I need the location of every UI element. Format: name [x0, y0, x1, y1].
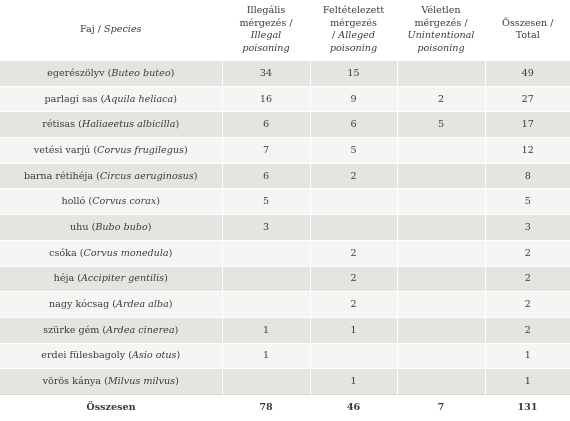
illegal-cell: 34 — [222, 61, 310, 87]
species-latin-name: Haliaeetus albicilla — [81, 119, 176, 131]
table-row — [0, 343, 570, 369]
total-cell: 12 — [485, 138, 570, 164]
table-row — [0, 86, 570, 112]
alleged-cell — [310, 189, 397, 215]
species-latin-name: Corvus frugilegus — [97, 144, 184, 156]
species-cell: szürke gém (Ardea cinerea) — [0, 317, 222, 343]
unintentional-cell — [397, 189, 485, 215]
total-cell: 2 — [485, 240, 570, 266]
species-cell: uhu (Bubo bubo) — [0, 215, 222, 241]
alleged-cell: 9 — [310, 86, 397, 112]
illegal-cell — [222, 369, 310, 395]
species-latin-name: Corvus monedula — [83, 247, 169, 259]
table-row — [0, 215, 570, 241]
species-hungarian-name: vetési varjú — [33, 144, 91, 156]
table-row — [0, 292, 570, 318]
species-cell: parlagi sas (Aquila heliaca) — [0, 86, 222, 112]
unintentional-cell — [397, 343, 485, 369]
total-cell: 5 — [485, 189, 570, 215]
species-cell: egerészölyv (Buteo buteo) — [0, 61, 222, 87]
total-cell: 2 — [485, 317, 570, 343]
alleged-cell — [310, 215, 397, 241]
illegal-cell: 3 — [222, 215, 310, 241]
species-cell: rétisas (Haliaeetus albicilla) — [0, 112, 222, 138]
table-row — [0, 317, 570, 343]
species-cell: erdei fülesbagoly (Asio otus) — [0, 343, 222, 369]
species-hungarian-name: holló — [61, 196, 86, 208]
species-latin-name: Buteo buteo — [111, 67, 171, 79]
illegal-cell: 7 — [222, 138, 310, 164]
alleged-cell: 2 — [310, 240, 397, 266]
header-total: Összesen / Total — [501, 17, 554, 41]
total-cell: 3 — [485, 215, 570, 241]
illegal-cell: 1 — [222, 343, 310, 369]
species-cell: vetési varjú (Corvus frugilegus) — [0, 138, 222, 164]
total-unintentional: 7 — [397, 394, 485, 421]
table-row — [0, 369, 570, 395]
illegal-cell: 6 — [222, 163, 310, 189]
species-latin-name: Ardea alba — [116, 299, 169, 311]
illegal-cell — [222, 292, 310, 318]
species-cell: csóka (Corvus monedula) — [0, 240, 222, 266]
total-sum: 131 — [485, 394, 570, 421]
unintentional-cell — [397, 317, 485, 343]
illegal-cell: 6 — [222, 112, 310, 138]
unintentional-cell: 2 — [397, 86, 485, 112]
alleged-cell: 6 — [310, 112, 397, 138]
unintentional-cell — [397, 138, 485, 164]
species-cell: holló (Corvus corax) — [0, 189, 222, 215]
table-row — [0, 266, 570, 292]
total-alleged: 46 — [310, 394, 397, 421]
species-hungarian-name: csóka — [49, 247, 77, 259]
species-latin-name: Milvus milvus — [107, 376, 176, 388]
table-row — [0, 112, 570, 138]
illegal-cell — [222, 240, 310, 266]
species-hungarian-name: nagy kócsag — [48, 299, 110, 311]
table-row — [0, 61, 570, 87]
species-latin-name: Aquila heliaca — [104, 93, 174, 105]
unintentional-cell — [397, 266, 485, 292]
illegal-cell — [222, 266, 310, 292]
species-hungarian-name: héja — [53, 273, 75, 285]
species-hungarian-name: szürke gém — [43, 324, 100, 336]
total-cell: 1 — [485, 343, 570, 369]
total-illegal: 78 — [222, 394, 310, 421]
header-unintentional: Véletlen mérgezés / Unintentional poisoning — [397, 0, 485, 61]
species-latin-name: Accipiter gentilis — [81, 273, 165, 285]
total-cell: 2 — [485, 266, 570, 292]
unintentional-cell — [397, 292, 485, 318]
total-cell: 17 — [485, 112, 570, 138]
species-hungarian-name: barna rétihéja — [23, 170, 94, 182]
total-cell: 27 — [485, 86, 570, 112]
species-hungarian-name: vörös kánya — [42, 376, 102, 388]
header-species: Faj / Species — [0, 0, 222, 61]
species-cell: héja (Accipiter gentilis) — [0, 266, 222, 292]
unintentional-cell — [397, 215, 485, 241]
header-row — [0, 0, 570, 61]
species-latin-name: Asio otus — [131, 350, 177, 362]
table-row — [0, 240, 570, 266]
species-hungarian-name: erdei fülesbagoly — [41, 350, 126, 362]
species-hungarian-name: uhu — [69, 221, 89, 233]
alleged-cell: 1 — [310, 369, 397, 395]
illegal-cell: 16 — [222, 86, 310, 112]
header-illegal: Illegális mérgezés / Illegal poisoning — [222, 0, 310, 61]
species-latin-name: Ardea cinerea — [106, 324, 175, 336]
total-cell: 2 — [485, 292, 570, 318]
species-latin-name: Corvus corax — [92, 196, 157, 208]
unintentional-cell — [397, 61, 485, 87]
alleged-cell: 1 — [310, 317, 397, 343]
species-latin-name: Circus aeruginosus — [99, 170, 194, 182]
illegal-cell: 1 — [222, 317, 310, 343]
alleged-cell — [310, 343, 397, 369]
unintentional-cell — [397, 369, 485, 395]
species-hungarian-name: rétisas — [42, 119, 76, 131]
species-hungarian-name: parlagi sas — [44, 93, 98, 105]
unintentional-cell: 5 — [397, 112, 485, 138]
table-row — [0, 138, 570, 164]
unintentional-cell — [397, 163, 485, 189]
table-row — [0, 163, 570, 189]
table-row — [0, 189, 570, 215]
alleged-cell: 2 — [310, 292, 397, 318]
unintentional-cell — [397, 240, 485, 266]
alleged-cell: 5 — [310, 138, 397, 164]
species-cell: nagy kócsag (Ardea alba) — [0, 292, 222, 318]
species-latin-name: Bubo bubo — [95, 221, 148, 233]
species-cell: barna rétihéja (Circus aeruginosus) — [0, 163, 222, 189]
illegal-cell: 5 — [222, 189, 310, 215]
total-row — [0, 394, 570, 421]
header-alleged: Feltételezett mérgezés / Alleged poisoning — [310, 0, 397, 61]
total-cell: 8 — [485, 163, 570, 189]
species-cell: vörös kánya (Milvus milvus) — [0, 369, 222, 395]
alleged-cell: 2 — [310, 266, 397, 292]
total-cell: 49 — [485, 61, 570, 87]
species-hungarian-name: egerészölyv — [47, 67, 105, 79]
alleged-cell: 2 — [310, 163, 397, 189]
alleged-cell: 15 — [310, 61, 397, 87]
total-label: Összesen — [0, 394, 222, 421]
total-cell: 1 — [485, 369, 570, 395]
